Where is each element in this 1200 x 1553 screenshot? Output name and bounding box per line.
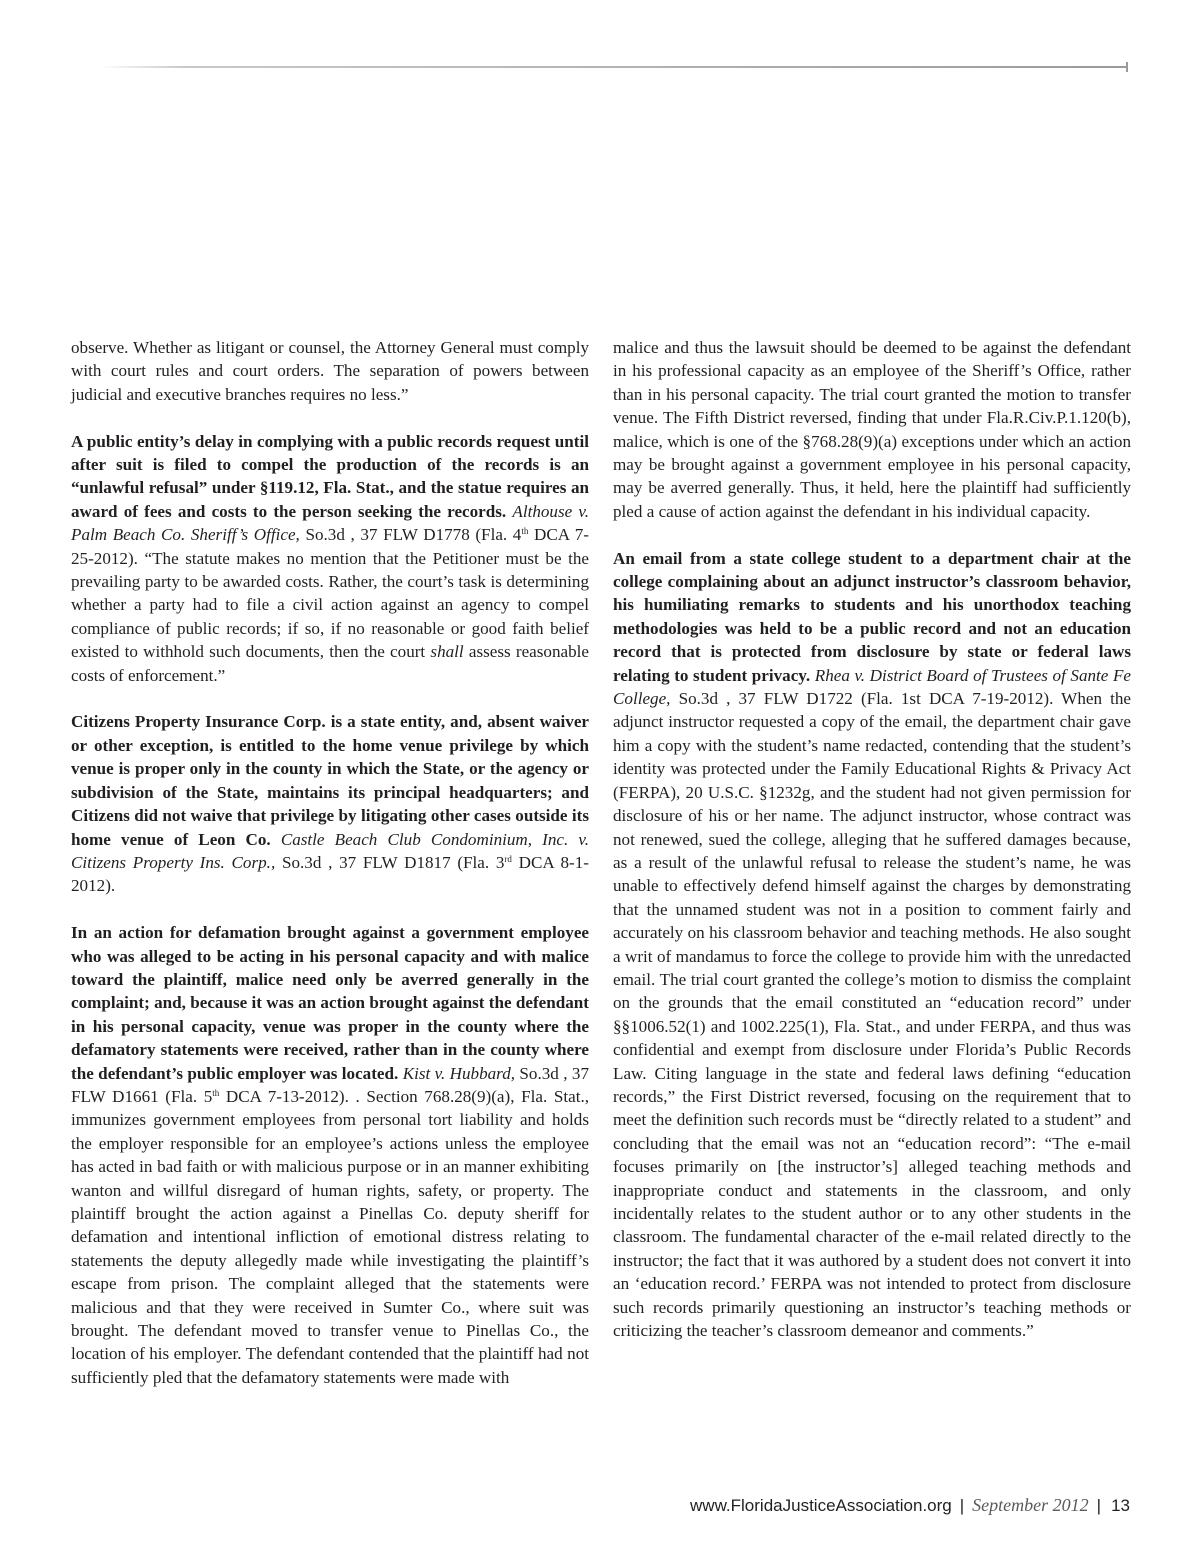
case-summary-heading: A public entity’s delay in complying with a public records request until after suit is filed to compel the production of the records is an “unlawful refusal” under §119.12, Fla. Stat., and the statue requires an award of fees and costs to the person seeking the records.	[71, 431, 589, 521]
case-name: Kist v. Hubbard,	[402, 1063, 516, 1083]
footer-separator: |	[959, 1496, 965, 1515]
website-link[interactable]: www.FloridaJusticeAssociation.org	[690, 1496, 952, 1515]
emphasis: shall	[430, 642, 464, 662]
top-rule-cap	[1126, 62, 1128, 72]
citation: So.3d , 37 FLW D1817 (Fla. 3	[275, 852, 505, 872]
citation-tail: DCA 8-1-2012).	[71, 852, 589, 896]
paragraph-continuation: observe. Whether as litigant or counsel, the Attorney General must comply with court rules and court orders. The separation of powers between judicial and executive branches requires no less.”	[71, 338, 589, 404]
right-column	[613, 336, 1131, 1342]
case-name: Althouse v. Palm Beach Co. Sheriff’s Office,	[71, 501, 589, 545]
case-body: So.3d , 37 FLW D1722 (Fla. 1st DCA 7-19-2012). When the adjunct instructor requested a copy of the email, the department chair gave him a copy with the student’s name redacted, contending that the student’s identity was protected under the Family Educational Rights & Privacy Act (FERPA), 20 U.S.C. §1232g, and the student had not given permission for disclosure of his or her name. The adjunct instructor, whose contract was not renewed, sued the college, alleging that he suffered damages because, as a result of the unlawful refusal to release the student’s name, he was unable to effectively defend himself against the charges by demonstrating that the unnamed student was not in a position to comment fairly and accurately on his classroom behavior and teaching methods. He also sought a writ of mandamus to force the college to provide him with the unredacted email. The trial court granted the college’s motion to dismiss the complaint on the grounds that the email constituted an “education record” under §§1006.52(1) and 1002.225(1), Fla. Stat., and under FERPA, and thus was confidential and exempt from disclosure under Florida’s Public Records Law. Citing language in the state and federal laws defining “education records,” the First District reversed, focusing on the requirement that to meet the definition such records must be “directly related to a student” and concluding that the email was not an “education record”: “The e-mail focuses primarily on [the instructor’s] alleged teaching methods and inappropriate conduct and statements in the classroom, and only incidentally relates to the student author or to any other students in the classroom. The fundamental character of the e-mail related directly to the instructor; the fact that it was authored by a student does not convert it into an ‘education record.’ FERPA was not intended to protect from disclosure such records primarily questioning an instructor’s teaching methods or criticizing the teacher’s classroom demeanor and comments.”	[613, 689, 1131, 1341]
case-summary-heading: In an action for defamation brought against a government employee who was alleged to be acting in his personal capacity and with malice toward the plaintiff, malice need only be averred generally in the complaint; and, because it was an action brought against the defendant in his personal capacity, venue was proper in the county where the defamatory statements were received, rather than in the county where the defendant’s public employer was located.	[71, 923, 589, 1083]
paragraph-kist	[71, 921, 589, 1389]
case-summary-heading: Citizens Property Insurance Corp. is a state entity, and, absent waiver or other exception, is entitled to the home venue privilege by which venue is proper only in the county in which the State, or the agency or subdivision of the State, maintains its principal headquarters; and Citizens did not waive that privilege by litigating other cases outside its home venue of Leon Co.	[71, 712, 589, 849]
ordinal-suffix: th	[521, 526, 529, 537]
footer-separator-2: |	[1096, 1496, 1102, 1515]
case-body: DCA 7-25-2012). “The statute makes no mention that the Petitioner must be the prevailing party to be awarded costs. Rather, the court’s task is determining whether a party had to file a civil action against an agency to compel compliance of public records; if so, if no reasonable or good faith belief existed to withhold such documents, then the court	[71, 525, 590, 662]
page-footer	[690, 1495, 1130, 1516]
ordinal-suffix: th	[212, 1087, 220, 1098]
case-body: DCA 7-13-2012). . Section 768.28(9)(a), Fla. Stat., immunizes government employees from personal tort liability and holds the employer responsible for an employee’s actions unless the employee has acted in bad faith or with malicious purpose or in an manner exhibiting wanton and willful disregard of human rights, safety, or property. The plaintiff brought the action against a Pinellas Co. deputy sheriff for defamation and intentional infliction of emotional distress relating to statements the deputy allegedly made while investigating the plaintiff’s escape from prison. The complaint alleged that the statements were malicious and that they were received in Sumter Co., where suit was brought. The defendant moved to transfer venue to Pinellas Co., the location of his employer. The defendant contended that the plaintiff had not sufficiently pled that the defamatory statements were made with	[71, 1086, 589, 1387]
paragraph-kist-continued: malice and thus the lawsuit should be deemed to be against the defendant in his professional capacity as an employee of the Sheriff’s Office, rather than in his personal capacity. The trial court granted the motion to transfer venue. The Fifth District reversed, finding that under Fla.R.Civ.P.1.120(b), malice, which is one of the §768.28(9)(a) exceptions under which an action may be brought against a government employee in his personal capacity, may be averred generally. Thus, it held, here the plaintiff had sufficiently pled a cause of action against the defendant in his individual capacity.	[613, 338, 1131, 521]
case-body-tail: assess reasonable costs of enforcement.”	[71, 642, 589, 685]
case-name: Castle Beach Club Condominium, Inc. v. Citizens Property Ins. Corp.,	[71, 829, 590, 872]
top-rule	[100, 66, 1128, 68]
left-column	[71, 336, 589, 1389]
paragraph-althouse	[71, 430, 589, 687]
paragraph-citizens	[71, 710, 589, 897]
case-name: Rhea v. District Board of Trustees of Sante Fe College,	[613, 665, 1131, 709]
citation: So.3d , 37 FLW D1661 (Fla. 5	[71, 1063, 589, 1106]
issue-date: September 2012	[972, 1495, 1089, 1515]
ordinal-suffix: rd	[504, 853, 512, 864]
page-number: 13	[1111, 1496, 1130, 1515]
paragraph-rhea	[613, 547, 1131, 1343]
citation: So.3d , 37 FLW D1778 (Fla. 4	[299, 525, 522, 545]
case-summary-heading: An email from a state college student to a department chair at the college complaining about an adjunct instructor’s classroom behavior, his humiliating remarks to students and his unorthodox teaching methodologies was held to be a public record and not an education record that is protected from disclosure by state or federal laws relating to student privacy.	[613, 548, 1131, 685]
